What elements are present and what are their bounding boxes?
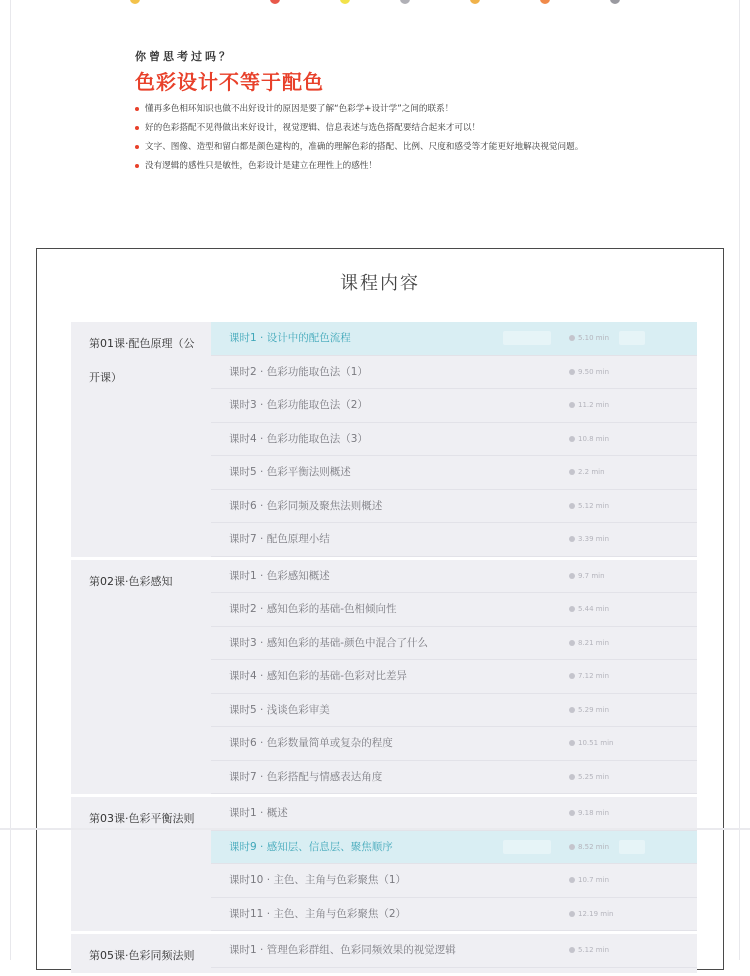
clock-icon [569, 740, 575, 746]
chapter-block [71, 322, 697, 557]
chapter-block [71, 934, 697, 973]
lesson-title[interactable]: 课时3 · 感知色彩的基础-颜色中混合了什么 [229, 636, 428, 649]
lesson-duration-text: 10.7 min [578, 876, 610, 884]
lesson-row[interactable] [211, 490, 697, 524]
intro-question: 你曾思考过吗？ [135, 50, 233, 63]
lesson-highlight-badge [619, 331, 645, 345]
lesson-title[interactable]: 课时5 · 色彩平衡法则概述 [229, 466, 351, 478]
chapter-block [71, 560, 697, 795]
lesson-duration [569, 322, 609, 355]
chapter-title[interactable]: 第03课·色彩平衡法则 [89, 812, 195, 825]
lesson-row[interactable] [211, 864, 697, 898]
lesson-duration-text: 5.25 min [578, 772, 610, 781]
section-divider [0, 828, 750, 830]
intro-bullet: 文字、图像、造型和留白都是颜色建构的，准确的理解色彩的搭配、比例、尺度和感受等才能更好地解决视觉问题。 [135, 141, 645, 153]
page-frame-right [739, 0, 740, 960]
course-content-title: 课程内容 [340, 273, 420, 294]
lesson-title[interactable]: 课时5 · 浅谈色彩审美 [229, 703, 330, 716]
color-dot-icon [130, 0, 140, 4]
clock-icon [569, 503, 575, 509]
bullet-dot-icon [135, 126, 139, 130]
lesson-duration-text: 5.29 min [578, 705, 610, 714]
lesson-duration [569, 864, 609, 897]
lesson-list [211, 560, 697, 795]
clock-icon [569, 606, 575, 612]
lesson-highlight-badge [619, 840, 645, 854]
chapter-title[interactable]: 第01课·配色原理（公开课） [89, 337, 195, 384]
lesson-duration-text: 7.12 min [578, 672, 610, 680]
page-frame-left [10, 0, 11, 960]
lesson-row[interactable] [211, 560, 697, 594]
lesson-list [211, 322, 697, 557]
lesson-highlight-badge [503, 840, 551, 854]
lesson-duration-text: 12.19 min [578, 909, 614, 918]
lesson-duration-text: 5.12 min [578, 501, 610, 510]
clock-icon [569, 573, 575, 579]
lesson-row[interactable] [211, 761, 697, 795]
lesson-duration-text: 9.7 min [578, 571, 605, 580]
clock-icon [569, 436, 575, 442]
lesson-row[interactable] [211, 356, 697, 390]
lesson-title[interactable]: 课时1 · 设计中的配色流程 [229, 332, 351, 344]
lesson-row[interactable] [211, 727, 697, 761]
lesson-row[interactable] [211, 322, 697, 356]
lesson-title[interactable]: 课时7 · 配色原理小结 [229, 533, 330, 545]
intro-headline: 色彩设计不等于配色 [135, 70, 324, 94]
lesson-duration-text: 5.10 min [578, 334, 610, 342]
lesson-title[interactable]: 课时11 · 主色、主角与色彩聚焦（2） [229, 907, 407, 920]
lesson-row[interactable] [211, 389, 697, 423]
lesson-highlight-badge [503, 331, 551, 345]
lesson-duration [569, 898, 613, 931]
lesson-duration [569, 694, 609, 727]
clock-icon [569, 844, 575, 850]
lesson-title[interactable]: 课时2 · 色彩功能取色法（1） [229, 365, 368, 378]
lesson-title[interactable]: 课时7 · 色彩搭配与情感表达角度 [229, 770, 383, 783]
lesson-title[interactable]: 课时2 · 感知色彩的基础-色相倾向性 [229, 603, 397, 615]
course-content-panel [36, 248, 724, 970]
lesson-title[interactable]: 课时1 · 色彩感知概述 [229, 569, 330, 582]
bullet-dot-icon [135, 164, 139, 168]
clock-icon [569, 911, 575, 917]
lesson-row[interactable] [211, 456, 697, 490]
lesson-list [211, 797, 697, 931]
clock-icon [569, 947, 575, 953]
lesson-duration-text: 11.2 min [578, 401, 610, 409]
chapter-title[interactable]: 第05课·色彩同频法则 [89, 949, 195, 962]
clock-icon [569, 673, 575, 679]
lesson-duration-text: 9.18 min [578, 809, 610, 817]
lesson-duration-text: 8.21 min [578, 638, 610, 647]
chapter-block [71, 797, 697, 931]
bullet-dot-icon [135, 107, 139, 111]
color-dot-icon [610, 0, 620, 4]
clock-icon [569, 774, 575, 780]
lesson-duration [569, 389, 609, 422]
clock-icon [569, 536, 575, 542]
lesson-title[interactable]: 课时4 · 色彩功能取色法（3） [229, 432, 368, 445]
lesson-duration-text: 9.50 min [578, 367, 610, 376]
intro-section [135, 48, 645, 179]
lesson-title[interactable]: 课时9 · 感知层、信息层、聚焦顺序 [229, 840, 393, 853]
color-dot-icon [400, 0, 410, 4]
intro-bullet-list [135, 103, 645, 172]
clock-icon [569, 335, 575, 341]
chapter-title[interactable]: 第02课·色彩感知 [89, 574, 173, 588]
lesson-duration [569, 523, 609, 556]
color-dot-icon [270, 0, 280, 4]
bullet-dot-icon [135, 145, 139, 149]
lesson-duration-text: 3.39 min [578, 535, 610, 543]
lesson-row[interactable] [211, 423, 697, 457]
lesson-row[interactable] [211, 797, 697, 831]
lesson-duration [569, 456, 605, 489]
lesson-title[interactable]: 课时4 · 感知色彩的基础-色彩对比差异 [229, 670, 407, 682]
lesson-title[interactable]: 课时6 · 色彩同频及聚焦法则概述 [229, 499, 383, 512]
lesson-duration [569, 761, 609, 794]
lesson-duration [569, 727, 613, 760]
lesson-duration-text: 5.44 min [578, 605, 610, 613]
lesson-duration [569, 831, 609, 864]
lesson-duration [569, 593, 609, 626]
lesson-duration [569, 797, 609, 830]
lesson-title[interactable]: 课时6 · 色彩数量简单或复杂的程度 [229, 737, 393, 749]
lesson-duration-text: 10.51 min [578, 739, 614, 747]
clock-icon [569, 640, 575, 646]
color-dot-strip [130, 0, 630, 6]
lesson-title[interactable]: 课时3 · 色彩功能取色法（2） [229, 399, 368, 411]
clock-icon [569, 469, 575, 475]
lesson-row[interactable] [211, 934, 697, 968]
lesson-title[interactable]: 课时1 · 概述 [229, 807, 288, 819]
clock-icon [569, 707, 575, 713]
lesson-duration [569, 660, 609, 693]
lesson-duration [569, 356, 609, 389]
lesson-row[interactable] [211, 898, 697, 932]
lesson-duration-text: 5.12 min [578, 946, 610, 954]
lesson-duration-text: 8.52 min [578, 842, 610, 851]
lesson-row[interactable] [211, 694, 697, 728]
color-dot-icon [470, 0, 480, 4]
color-dot-icon [340, 0, 350, 4]
clock-icon [569, 369, 575, 375]
lesson-title[interactable]: 课时1 · 管理色彩群组、色彩同频效果的视觉逻辑 [229, 944, 456, 956]
clock-icon [569, 877, 575, 883]
lesson-duration [569, 423, 609, 456]
lesson-row[interactable] [211, 523, 697, 557]
clock-icon [569, 810, 575, 816]
lesson-duration [569, 934, 609, 967]
lesson-duration [569, 560, 605, 593]
lesson-duration [569, 627, 609, 660]
color-dot-icon [540, 0, 550, 4]
lesson-duration-text: 2.2 min [578, 468, 605, 476]
intro-bullet: 懂再多色相环知识也做不出好设计的原因是要了解“色彩学+设计学”之间的联系！ [135, 103, 645, 115]
lesson-row[interactable] [211, 831, 697, 865]
lesson-list [211, 934, 697, 973]
lesson-title[interactable]: 课时10 · 主色、主角与色彩聚焦（1） [229, 874, 407, 886]
lesson-row[interactable] [211, 593, 697, 627]
lesson-duration-text: 10.8 min [578, 434, 610, 443]
intro-bullet: 没有逻辑的感性只是敏性，色彩设计是建立在理性上的感性！ [135, 160, 645, 172]
lesson-row[interactable] [211, 660, 697, 694]
intro-bullet: 好的色彩搭配不见得做出来好设计，视觉逻辑、信息表述与选色搭配要结合起来才可以！ [135, 122, 645, 134]
chapter-list [71, 322, 697, 976]
clock-icon [569, 402, 575, 408]
lesson-duration [569, 490, 609, 523]
lesson-row[interactable] [211, 627, 697, 661]
